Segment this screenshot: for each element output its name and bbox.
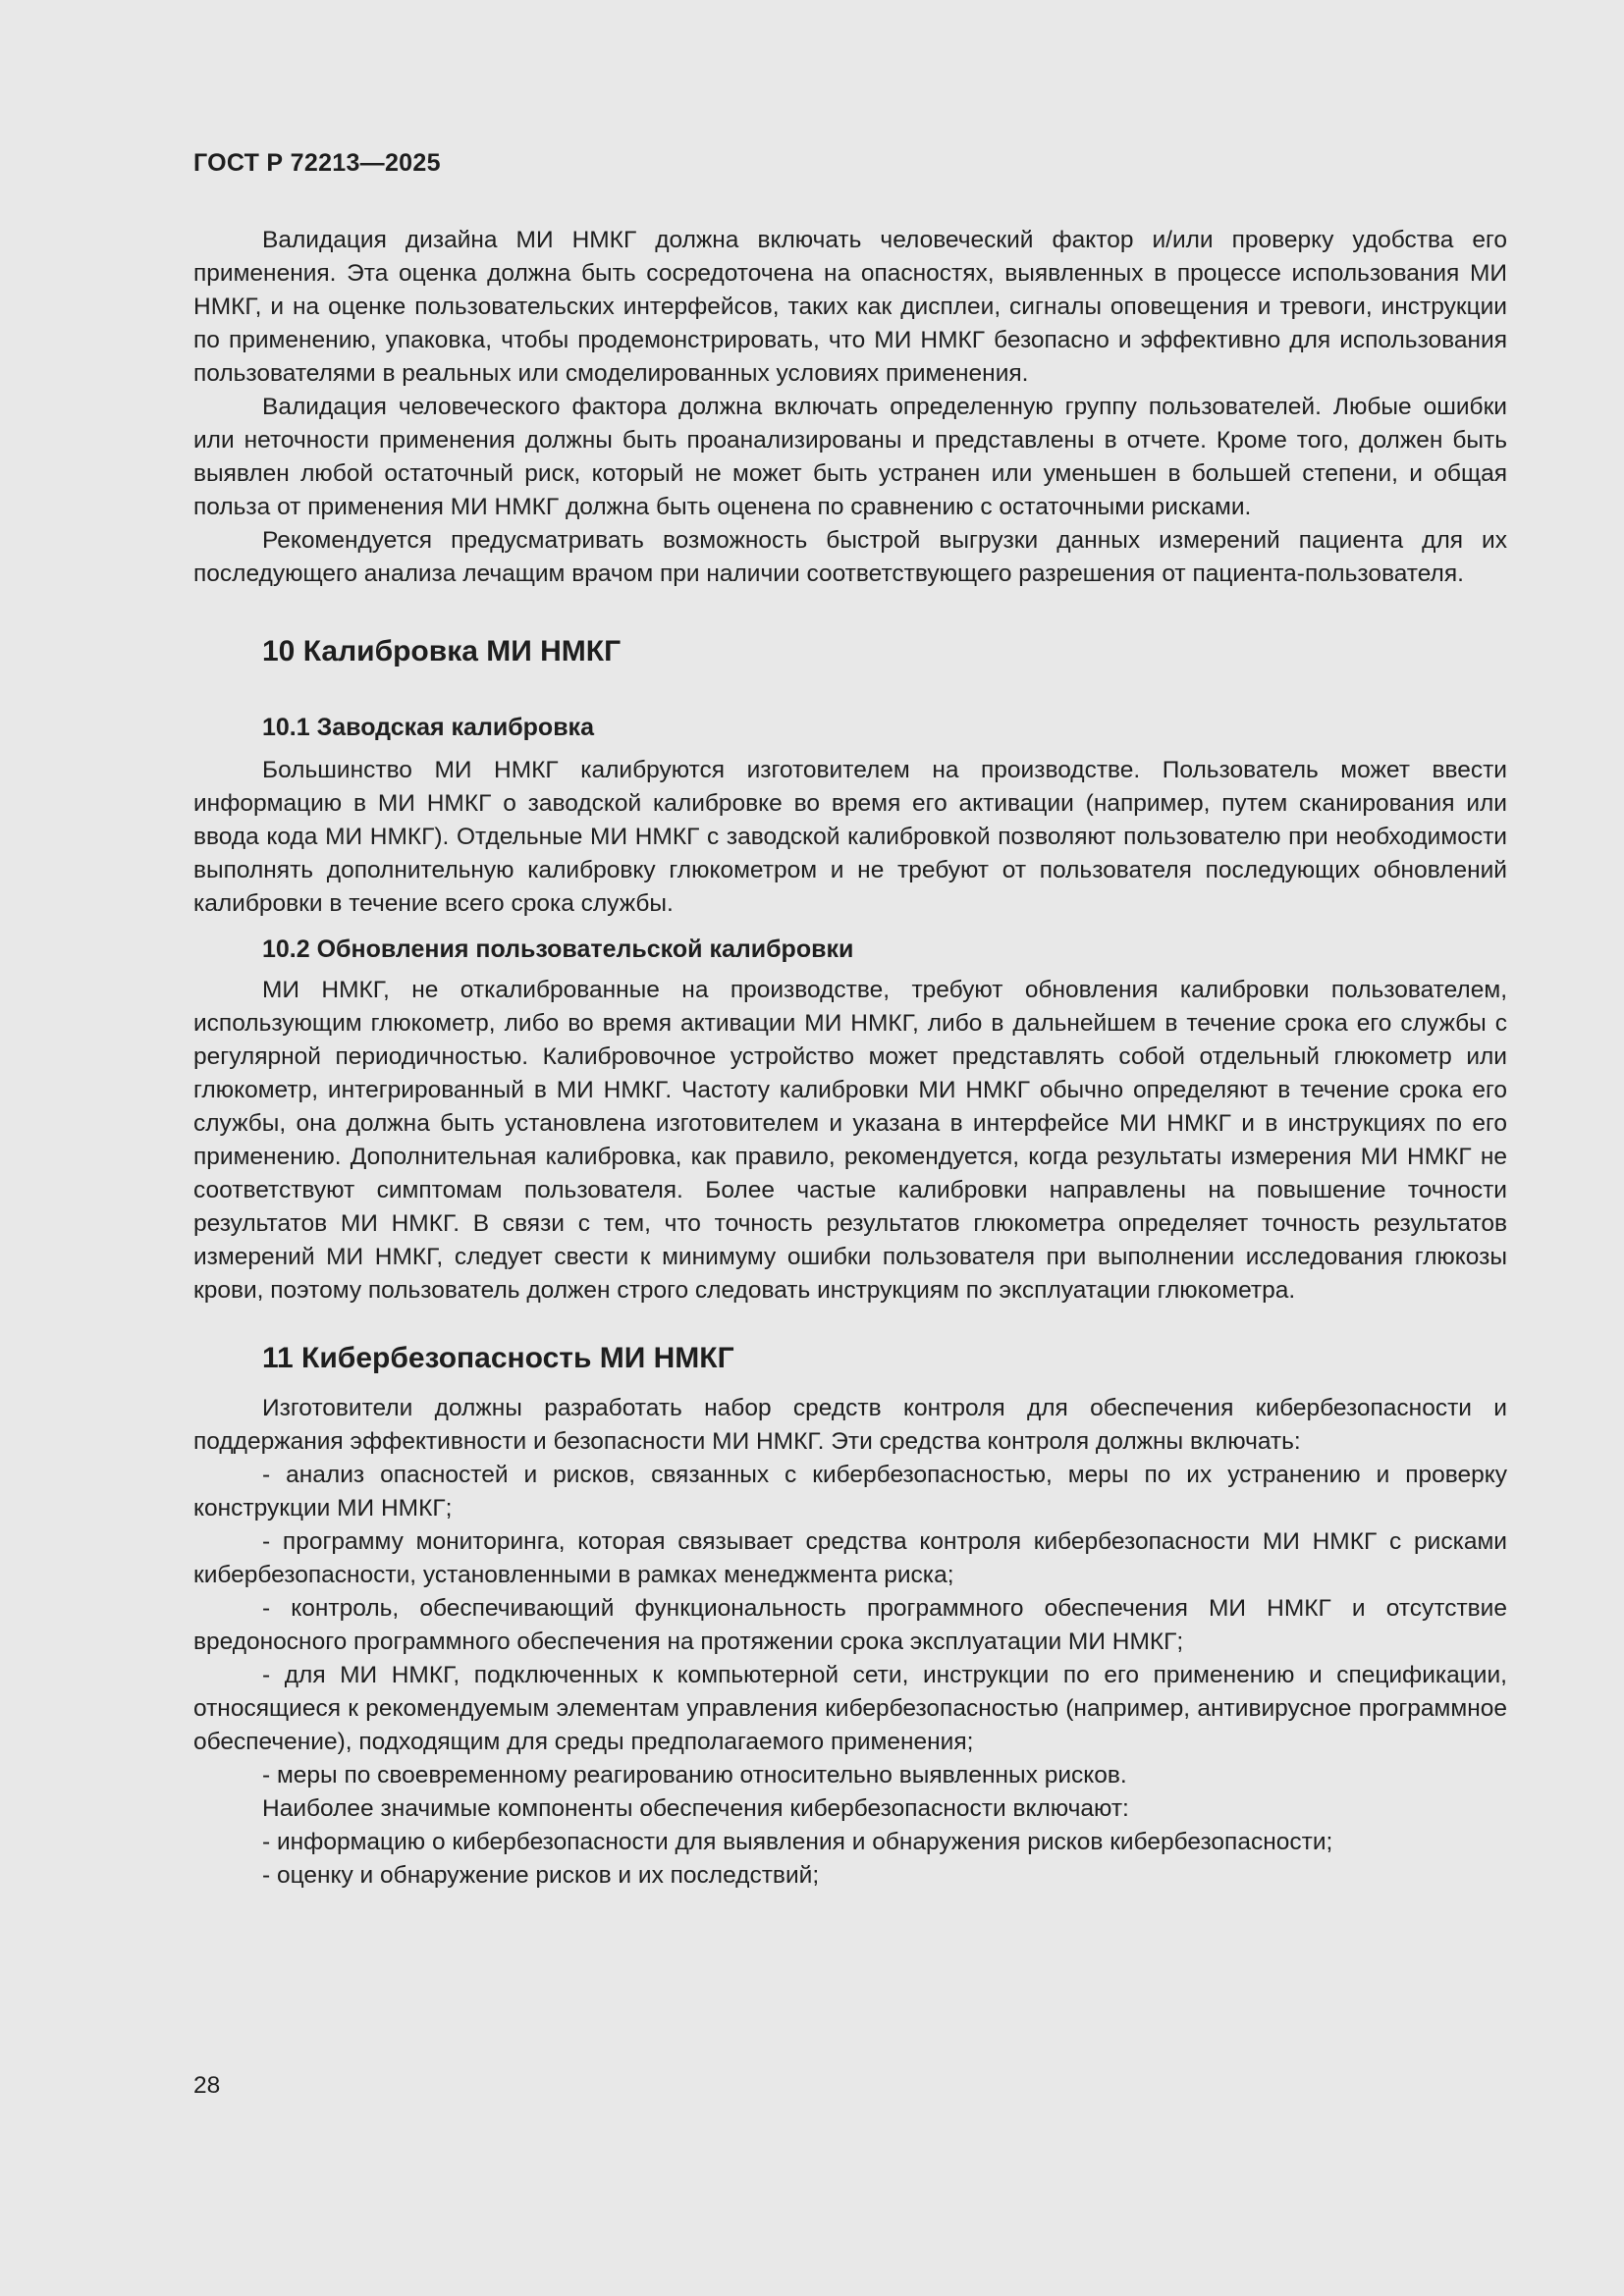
page-number: 28 [193,2072,221,2099]
list-item: - для МИ НМКГ, подключенных к компьютерной сети, инструкции по его применению и спецификации, относящиеся к рекомендуемым элементам управления кибербезопасностью (например, антивирусное программное обеспечение), подходящим для среды предполагаемого применения; [193,1662,1507,1755]
list-item: - анализ опасностей и рисков, связанных с кибербезопасностью, меры по их устранению и проверку конструкции МИ НМКГ; [193,1462,1507,1522]
standard-header: ГОСТ Р 72213—2025 [193,149,441,177]
list-item: - меры по своевременному реагированию относительно выявленных рисков. [262,1762,1127,1789]
paragraph: МИ НМКГ, не откалиброванные на производстве, требуют обновления калибровки пользователем, использующим глюкометр, либо во время активации МИ НМКГ, либо в дальнейшем в течение срока его службы с регулярной периодичностью. Калибровочное устройство может представлять собой отдельный глюкометр или глюкометр, интегрированный в МИ НМКГ. Частоту калибровки МИ НМКГ обычно определяют в течение срока его службы, она должна быть установлена изготовителем и указана в интерфейсе МИ НМКГ и в инструкциях по его применению. Дополнительная калибровка, как правило, рекомендуется, когда результаты измерения МИ НМКГ не соответствуют симптомам пользователя. Более частые калибровки направлены на повышение точности результатов МИ НМКГ. В связи с тем, что точность результатов глюкометра определяет точность результатов измерений МИ НМКГ, следует свести к минимуму ошибки пользователя при выполнении исследования глюкозы крови, поэтому пользователь должен строго следовать инструкциям по эксплуатации глюкометра. [193,977,1507,1304]
subsection-heading: 10.1 Заводская калибровка [262,714,594,741]
paragraph: Валидация человеческого фактора должна включать определенную группу пользователей. Любые ошибки или неточности применения должны быть проанализированы и представлены в отчете. Кроме того, должен быть выявлен любой остаточный риск, который не может быть устранен или уменьшен в большей степени, и общая польза от применения МИ НМКГ должна быть оценена по сравнению с остаточными рисками. [193,394,1507,520]
subsection-heading: 10.2 Обновления пользовательской калибровки [262,935,854,963]
list-item: - программу мониторинга, которая связывает средства контроля кибербезопасности МИ НМКГ с рисками кибербезопасности, установленными в рамках менеджмента риска; [193,1528,1507,1588]
paragraph: Большинство МИ НМКГ калибруются изготовителем на производстве. Пользователь может ввести информацию в МИ НМКГ о заводской калибровке во время его активации (например, путем сканирования или ввода кода МИ НМКГ). Отдельные МИ НМКГ с заводской калибровкой позволяют пользователю при необходимости выполнять дополнительную калибровку глюкометром и не требуют от пользователя последующих обновлений калибровки в течение всего срока службы. [193,757,1507,917]
document-body [193,224,1507,1893]
list-item: - контроль, обеспечивающий функциональность программного обеспечения МИ НМКГ и отсутствие вредоносного программного обеспечения на протяжении срока эксплуатации МИ НМКГ; [193,1595,1507,1655]
paragraph: Рекомендуется предусматривать возможность быстрой выгрузки данных измерений пациента для их последующего анализа лечащим врачом при наличии соответствующего разрешения от пациента-пользователя. [193,527,1507,587]
section-heading: 11 Кибербезопасность МИ НМКГ [262,1342,734,1374]
list-item: - информацию о кибербезопасности для выявления и обнаружения рисков кибербезопасности; [262,1829,1333,1855]
paragraph: Изготовители должны разработать набор средств контроля для обеспечения кибербезопасности и поддержания эффективности и безопасности МИ НМКГ. Эти средства контроля должны включать: [193,1395,1507,1455]
section-heading: 10 Калибровка МИ НМКГ [262,635,622,667]
list-item: - оценку и обнаружение рисков и их последствий; [262,1862,820,1889]
paragraph: Наиболее значимые компоненты обеспечения кибербезопасности включают: [262,1795,1129,1822]
paragraph: Валидация дизайна МИ НМКГ должна включать человеческий фактор и/или проверку удобства его применения. Эта оценка должна быть сосредоточена на опасностях, выявленных в процессе использования МИ НМКГ, и на оценке пользовательских интерфейсов, таких как дисплеи, сигналы оповещения и тревоги, инструкции по применению, упаковка, чтобы продемонстрировать, что МИ НМКГ безопасно и эффективно для использования пользователями в реальных или смоделированных условиях применения. [193,227,1507,387]
